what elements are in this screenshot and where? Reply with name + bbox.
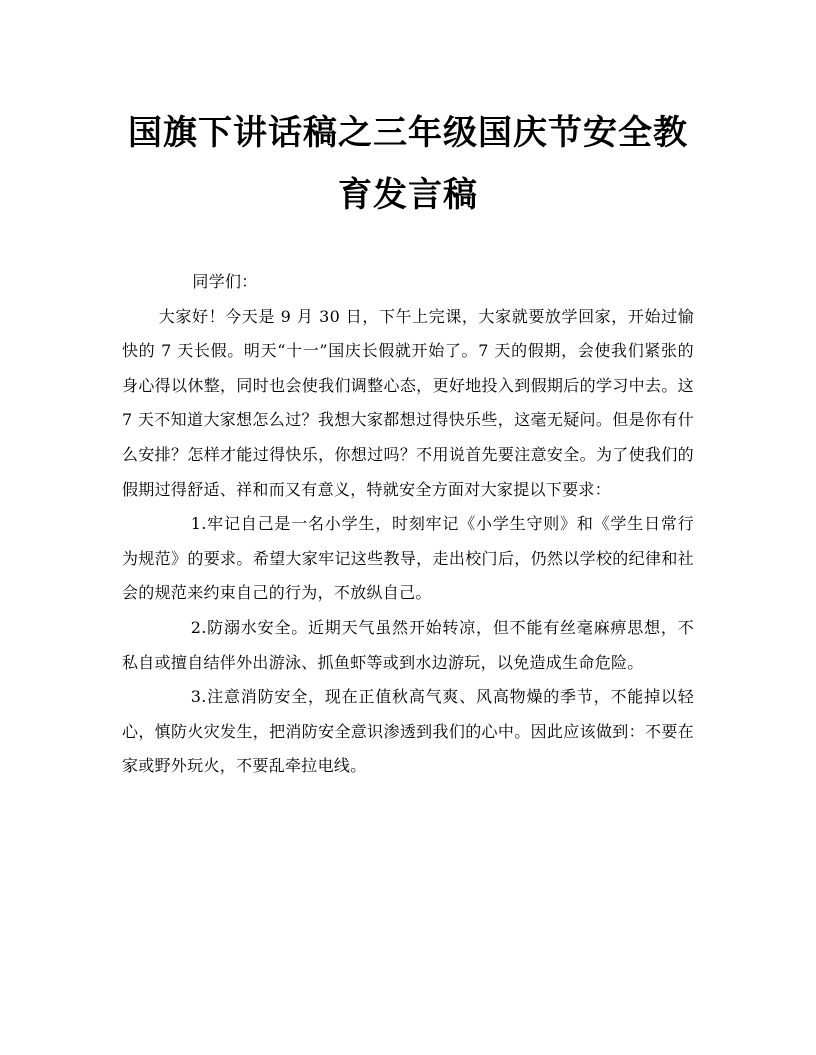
document-body [122,265,694,784]
intro-paragraph: 大家好！今天是 9 月 30 日，下午上完课，大家就要放学回家，开始过愉快的 7 天长假。明天“十一”国庆长假就开始了。7 天的假期，会使我们紧张的身心得以休整，同时也会使我们调整心态，更好地投入到假期后的学习中去。这 7 天不知道大家想怎么过？我想大家都想过得快乐些，这毫无疑问。但是你有什么安排？怎样才能过得快乐，你想过吗？不用说首先要注意安全。为了使我们的假期过得舒适、祥和而又有意义，特就安全方面对大家提以下要求： [122,306,694,499]
requirement-item-2: 2.防溺水安全。近期天气虽然开始转凉，但不能有丝毫麻痹思想，不私自或擅自结伴外出游泳、抓鱼虾等或到水边游玩，以免造成生命危险。 [122,617,694,672]
greeting: 同学们： [192,272,258,291]
document-title-line-2: 育发言稿 [338,175,478,215]
requirement-item-1: 1.牢记自己是一名小学生，时刻牢记《小学生守则》和《学生日常行为规范》的要求。希望大家牢记这些教导，走出校门后，仍然以学校的纪律和社会的规范来约束自己的行为，不放纵自己。 [122,514,694,603]
requirement-item-3: 3.注意消防安全，现在正值秋高气爽、风高物燥的季节，不能掉以轻心，慎防火灾发生，把消防安全意识渗透到我们的心中。因此应该做到：不要在家或野外玩火，不要乱牵拉电线。 [122,687,694,776]
document-title-line-1: 国旗下讲话稿之三年级国庆节安全教 [128,113,688,153]
